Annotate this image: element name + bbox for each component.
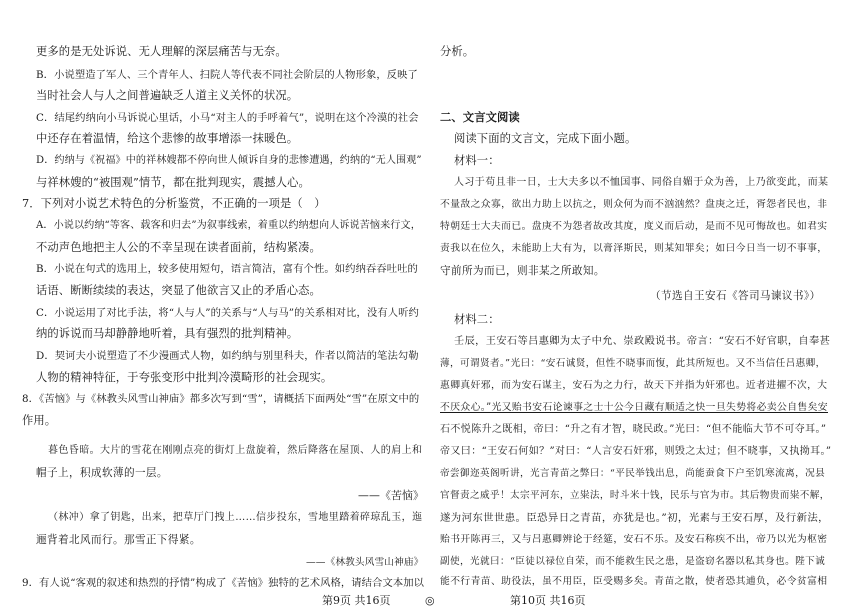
material-1-line-4: 责我以在位久，未能助上大有为，以膏泽斯民，则某知罪矣；如曰今日当一切不事事， (440, 243, 828, 254)
option-c-line-2: 中还存在着温情，给这个悲惨的故事增添一抹暖色。 (36, 132, 299, 145)
left-page-number: 第9页 共16页 (322, 594, 391, 607)
quote-1-line-2: 帽子上，积成软薄的一层。 (36, 467, 168, 479)
q7-option-b-line-1: B．小说在句式的选用上，较多使用短句，语言简洁，富有个性。如约纳吞吞吐吐的 (36, 263, 418, 275)
question-8-cont: 作用。 (22, 414, 57, 427)
q7-option-a-line-1: A．小说以约纳“等客、载客和归去”为叙事线索，着重以约纳想向人诉说苦恼来行文， (36, 220, 421, 231)
material-2-line-4: 不厌众心。”光又贻书安石论谏事之士十公今日藏有顺适之快一旦失势将必卖公自售矣安 (440, 402, 828, 413)
question-7: 7．下列对小说艺术特色的分析鉴赏，不正确的一项是（ ） (22, 197, 326, 210)
material-2-line-1: 壬辰，王安石等吕惠卿为太子中允、崇政殿说书。帝言：“安石不好官职，自奉甚 (454, 336, 831, 347)
q7-option-c-line-1: C．小说运用了对比手法，将“人与人”的关系与“人与马”的关系相对比，没有人听约 (36, 307, 419, 319)
quote-2-line-2: 逦背着北风而行。那雪正下得紧。 (36, 534, 201, 546)
material-2-line-9: 遂为河东世世患。臣恐异日之青苗，亦犹是也。”初，光素与王安石厚，及行新法， (440, 512, 829, 524)
option-b-line-2: 当时社会人与人之间普遍缺乏人道主义关怀的状况。 (36, 89, 299, 102)
material-2-line-11: 副使，光就曰：“臣徒以禄位自荣，而不能救生民之患，是盗窃名器以私其身也。陛下诚 (440, 556, 826, 567)
material-2-label: 材料二： (454, 313, 500, 326)
continued-text: 分析。 (440, 45, 475, 58)
right-page-number: 第10页 共16页 (510, 594, 586, 607)
q7-option-b-line-2: 话语、断断续续的表达，突显了他欲言又止的矛盾心态。 (36, 284, 321, 297)
material-2-line-12: 能不行青苗、助役法，虽不用臣，臣受赐多矣。青苗之散，使者恐其逋负，必令贫富相 (440, 576, 828, 587)
material-2-line-6: 帝又曰：“王安石何如？”对曰：“人言安石奸邪，则毁之太过；但不晓事，又执拗耳。” (440, 446, 832, 457)
material-1-line-1: 人习于苟且非一日，士大夫多以不恤国事、同俗自媚于众为善，上乃欲变此，而某 (454, 177, 829, 188)
center-symbol: ◎ (425, 594, 435, 607)
section-title: 二、文言文阅读 (440, 110, 520, 124)
quote-2-line-1: （林冲）拿了钥匙，出来，把草厅门拽上……信步投东，雪地里踏着碎琼乱玉，迤 (48, 512, 423, 523)
material-2-line-7: 帝尝御迩英阁听讲，光言青苗之弊曰：“平民举钱出息，尚能蚕食下户至饥寒流离，况县 (440, 468, 826, 479)
material-1-label: 材料一： (454, 154, 500, 167)
question-9: 9．有人说“客观的叙述和热烈的抒情”构成了《苦恼》独特的艺术风格，请结合文本加以 (22, 577, 425, 589)
material-1-line-5: 守前所为而已，则非某之所敢知。 (440, 265, 605, 277)
material-2-line-8: 官督责之威乎！太宗平河东，立粜法，时斗米十钱，民乐与官为市。其后物贵而粜不解， (440, 490, 830, 501)
material-2-line-5: 石不悦陈升之既相，帝曰：“升之有才智，晓民政。”光曰：“但不能临大节不可夺耳。” (440, 424, 827, 435)
material-1-line-3: 特朝廷士大夫而已。盘庚不为怨者故改其度，度义而后动，是而不见可悔故也。如君实 (440, 221, 828, 232)
quote-1-line-1: 暮色昏暗。大片的雪花在刚刚点亮的街灯上盘旋着，然后降落在屋顶、人的肩上和 (48, 445, 423, 456)
option-c-line-1: C．结尾约纳向小马诉说心里话，小马“对主人的手呼着气”，说明在这个冷漠的社会 (36, 112, 419, 124)
material-2-line-2: 薄，可谓贤者。”光曰：“安石诚贤，但性不晓事而愎，此其所短也。又不当信任吕惠卿， (440, 358, 826, 369)
quote-2-source: ——《林教头风雪山神庙》 (306, 557, 424, 568)
reading-instruction: 阅读下面的文言文，完成下面小题。 (454, 132, 637, 145)
option-d-line-2: 与祥林嫂的“被围观”情节，都在批判现实，震撼人心。 (36, 176, 310, 189)
material-1-line-2: 不量敌之众寡，欲出力助上以抗之，则众何为而不汹汹然？盘庚之迁，胥怨者民也，非 (440, 199, 828, 210)
q7-option-a-line-2: 不动声色地把主人公的不幸呈现在读者面前，结构紧凑。 (36, 241, 321, 254)
question-8: 8．《苦恼》与《林教头风雪山神庙》都多次写到“雪”，请概括下面两处“雪”在原文中的 (22, 393, 420, 405)
quote-1-source: ——《苦恼》 (358, 489, 424, 502)
material-2-line-3: 惠卿真奸邪，而为安石谋主，安石为之力行，故天下并指为奸邪也。近者进擢不次，大 (440, 380, 828, 391)
option-d-line-1: D．约纳与《祝福》中的祥林嫂都不停向世人倾诉自身的悲惨遭遇，约纳的“无人围观” (36, 155, 422, 166)
q7-option-d-line-2: 人物的精神特征，于夸张变形中批判冷漠畸形的社会现实。 (36, 371, 333, 384)
q7-option-c-line-2: 纳的诉说而马却静静地听着，具有强烈的批判精神。 (36, 327, 299, 340)
option-b-line-1: B．小说塑造了军人、三个青年人、扫院人等代表不同社会阶层的人物形象，反映了 (36, 69, 418, 81)
material-1-source: （节选自王安石《答司马谏议书》） (650, 290, 821, 302)
q7-option-d-line-1: D．契诃夫小说塑造了不少漫画式人物，如约纳与别里科夫，作者以简洁的笔法勾勒 (36, 350, 419, 362)
text-line: 更多的是无处诉说、无人理解的深层痛苦与无奈。 (36, 45, 287, 58)
material-2-line-10: 贻书开陈再三，又与吕惠卿辨论于经筵，安石不乐。及安石称疾不出，帝乃以光为枢密 (440, 534, 828, 545)
